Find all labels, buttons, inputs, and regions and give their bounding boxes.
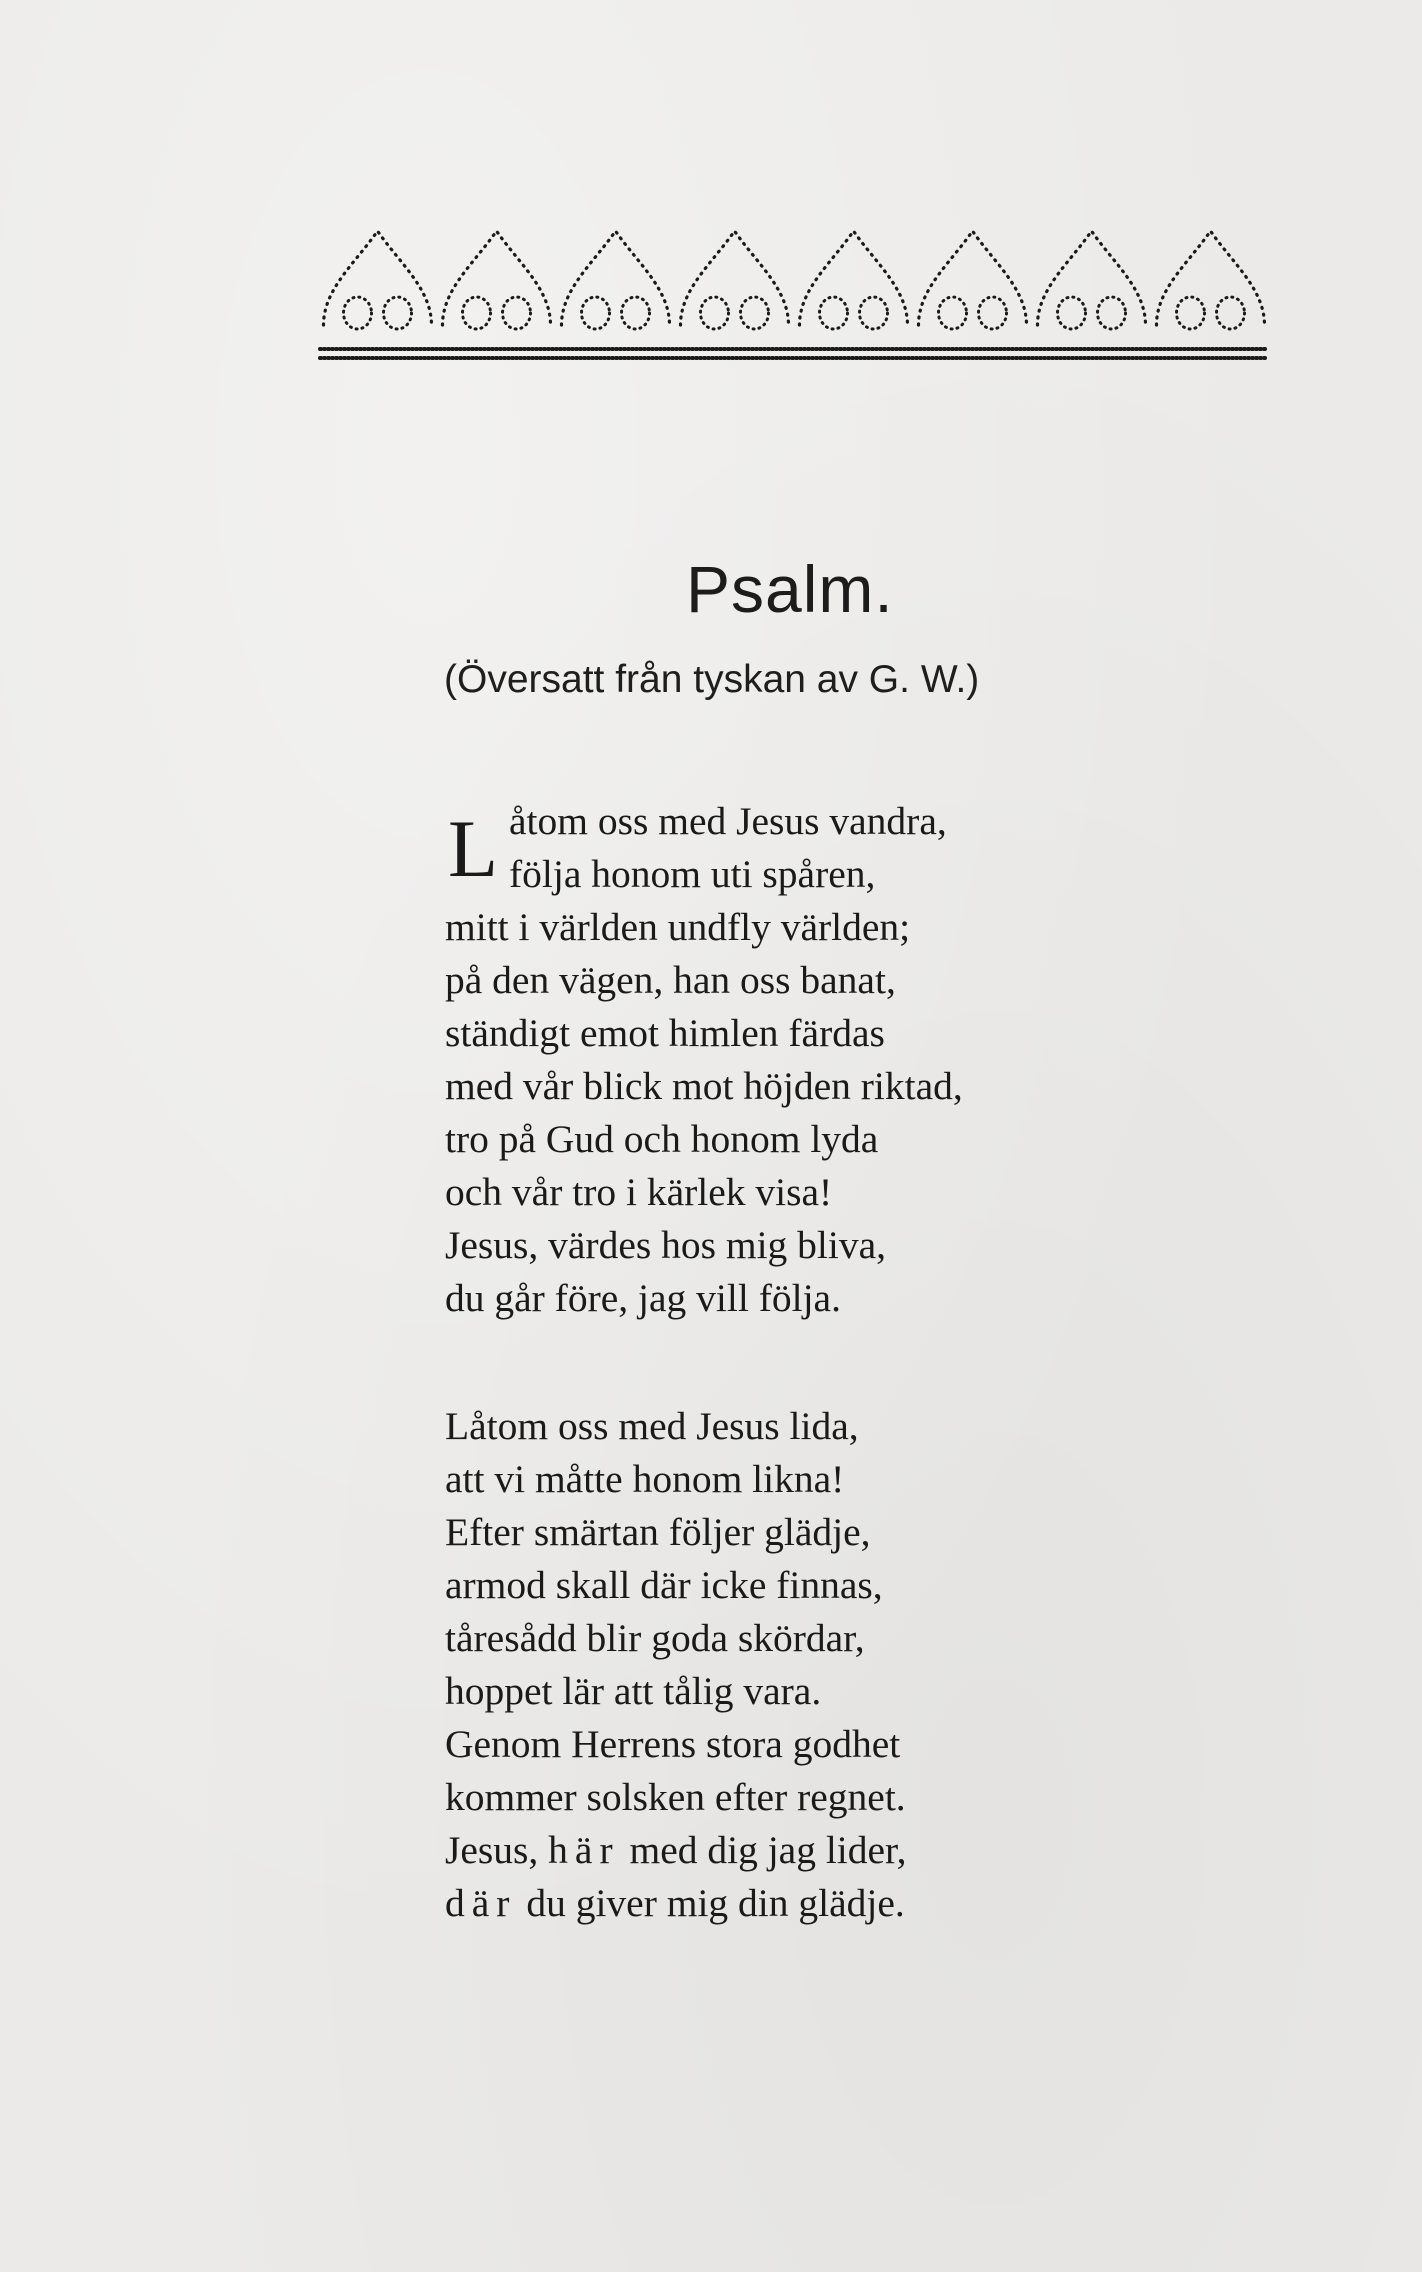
poem-line: armod skall där icke finnas, — [445, 1563, 883, 1607]
poem-line: och vår tro i kärlek visa! — [445, 1170, 833, 1214]
poem-text: Jesus, — [445, 1828, 549, 1872]
poem-line: mitt i världen undfly världen; — [445, 905, 911, 949]
ornament-loop — [939, 297, 967, 329]
poem-line: med vår blick mot höjden riktad, — [445, 1064, 963, 1108]
ornament-loop — [741, 297, 769, 329]
ornament-loop — [622, 297, 650, 329]
poem-line: på den vägen, han oss banat, — [445, 958, 896, 1002]
poem-line — [445, 1824, 907, 1877]
ornament-arch — [443, 231, 551, 325]
ornament-arch — [800, 231, 908, 325]
translation-note: (Översatt från tyskan av G. W.) — [444, 658, 980, 701]
poem-line: Genom Herrens stora godhet — [445, 1722, 901, 1766]
poem-line: åtom oss med Jesus vandra, — [509, 799, 947, 843]
ornament-loop — [463, 297, 491, 329]
emphasized-word: här — [548, 1828, 620, 1872]
ornament-loop — [979, 297, 1007, 329]
ornament-loop — [582, 297, 610, 329]
ornament-loop — [384, 297, 412, 329]
poem-text: med dig jag lider, — [619, 1828, 907, 1872]
ornament-loop — [701, 297, 729, 329]
ornament-arch — [919, 231, 1027, 325]
ornament-loop — [860, 297, 888, 329]
ornament-arch — [1157, 231, 1265, 325]
poem-line — [445, 1877, 907, 1930]
ornament-loop — [344, 297, 372, 329]
poem-line: ständigt emot himlen färdas — [445, 1011, 885, 1055]
poem-line: Jesus, värdes hos mig bliva, — [445, 1223, 887, 1267]
ornament-loop — [1058, 297, 1086, 329]
emphasized-word: där — [445, 1881, 517, 1925]
poem-line: Efter smärtan följer glädje, — [445, 1510, 871, 1554]
poem-line: hoppet lär att tålig vara. — [445, 1669, 822, 1713]
poem-line: följa honom uti spåren, — [509, 852, 876, 896]
stanza-1 — [445, 795, 963, 1325]
poem-text: du giver mig din glädje. — [516, 1881, 905, 1925]
decorative-border-ornament — [318, 225, 1270, 365]
ornament-loop — [1098, 297, 1126, 329]
poem-title: Psalm. — [686, 552, 894, 626]
drop-cap: L — [448, 803, 499, 894]
poem-line: Låtom oss med Jesus lida, — [445, 1404, 859, 1448]
poem-line: tro på Gud och honom lyda — [445, 1117, 879, 1161]
ornament-loop — [820, 297, 848, 329]
poem-line: du går före, jag vill följa. — [445, 1276, 841, 1320]
ornament-arch — [562, 231, 670, 325]
stanza-2 — [445, 1400, 907, 1930]
ornament-arch — [681, 231, 789, 325]
ornament-loop — [1177, 297, 1205, 329]
ornament-loop — [503, 297, 531, 329]
poem-line: tåresådd blir goda skördar, — [445, 1616, 865, 1660]
ornament-loop — [1217, 297, 1245, 329]
ornament-arch — [324, 231, 432, 325]
ornament-arch — [1038, 231, 1146, 325]
poem-line: att vi måtte honom likna! — [445, 1457, 845, 1501]
poem-line: kommer solsken efter regnet. — [445, 1775, 906, 1819]
